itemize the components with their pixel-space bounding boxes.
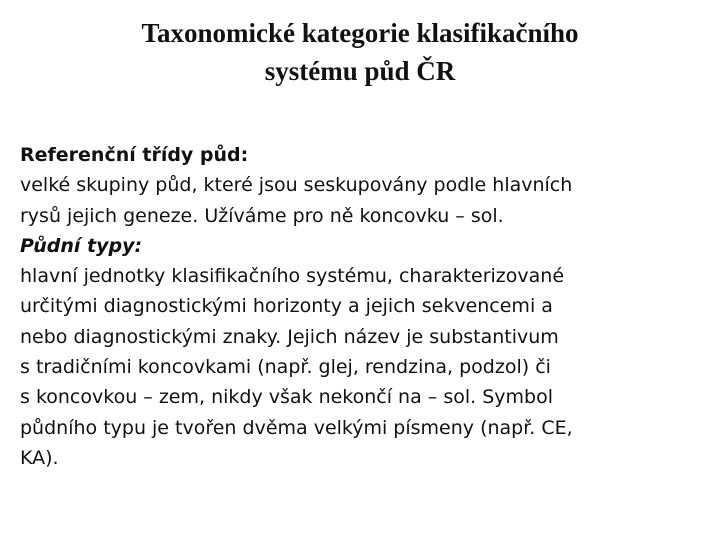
body-line: velké skupiny půd, které jsou seskupovány podle hlavních [20,174,573,197]
body-line: určitými diagnostickými horizonty a jejich sekvencemi a [20,295,553,318]
body-line: KA). [20,446,59,469]
section-heading-reference-classes: Referenční třídy půd: [20,144,249,166]
slide-body [20,140,692,473]
slide-title [40,14,680,90]
body-line: hlavní jednotky klasifikačního systému, charakterizované [20,265,565,288]
body-line: s koncovkou – zem, nikdy však nekončí na – sol. Symbol [20,386,553,409]
section-heading-soil-types: Půdní typy: [20,234,143,257]
title-line-1: Taxonomické kategorie klasifikačního [141,18,579,48]
body-line: nebo diagnostickými znaky. Jejich název je substantivum [20,325,559,348]
body-line: půdního typu je tvořen dvěma velkými písmeny (např. CE, [20,416,573,439]
body-line: rysů jejich geneze. Užíváme pro ně koncovku – sol. [20,204,504,227]
title-line-2: systému půd ČR [264,56,456,86]
body-line: s tradičními koncovkami (např. glej, rendzina, podzol) či [20,356,551,379]
